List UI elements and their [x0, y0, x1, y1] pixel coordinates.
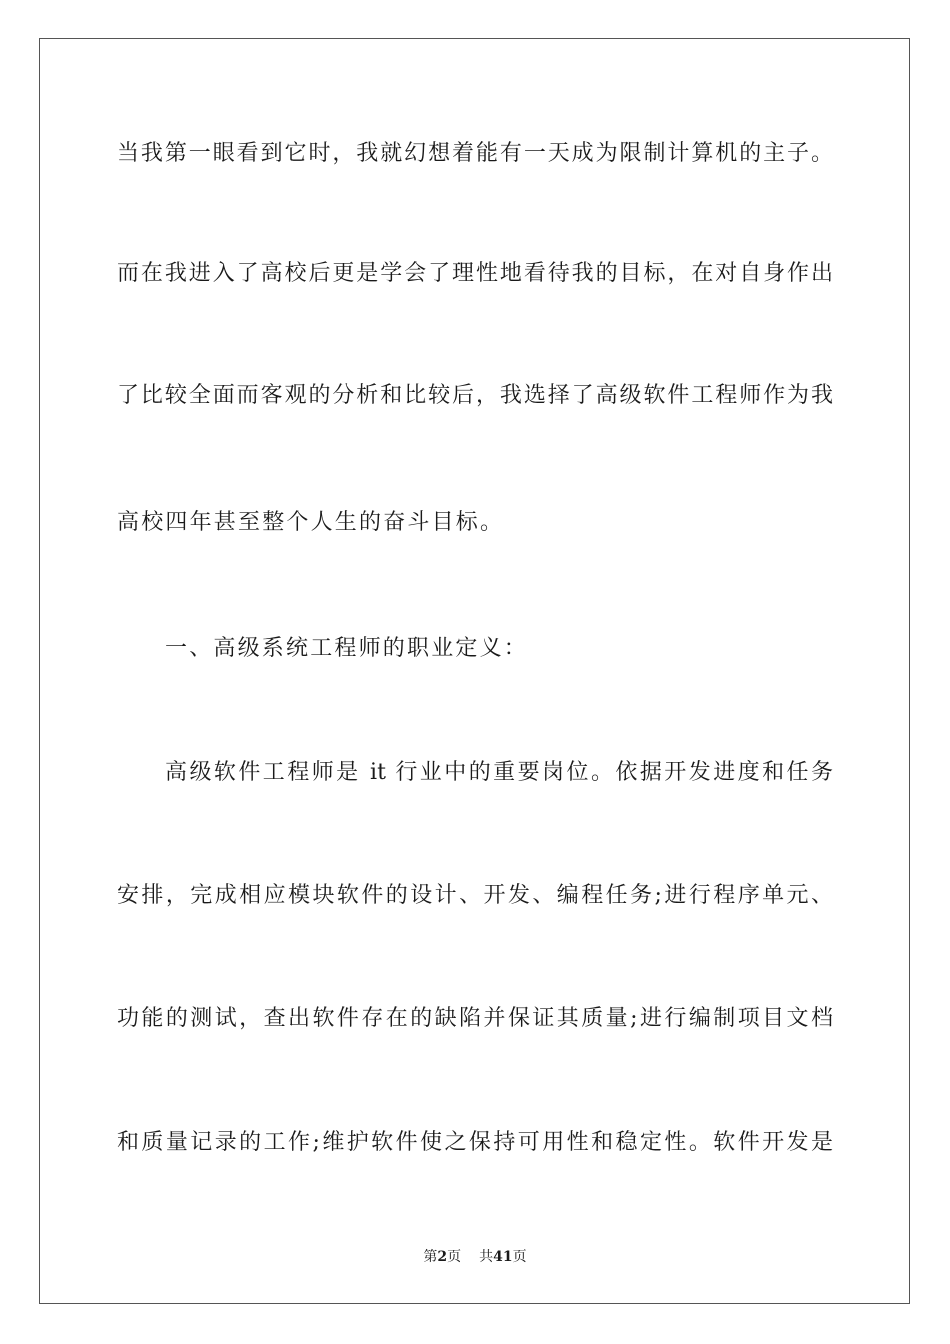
paragraph-line-6: 安排，完成相应模块软件的设计、开发、编程任务;进行程序单元、 — [117, 883, 833, 908]
paragraph-line-4: 高校四年甚至整个人生的奋斗目标。 — [117, 510, 505, 535]
page-border — [39, 38, 910, 1304]
paragraph-line-7: 功能的测试，查出软件存在的缺陷并保证其质量;进行编制项目文档 — [117, 1006, 833, 1031]
section-heading: 一、高级系统工程师的职业定义： — [165, 636, 529, 661]
paragraph-line-5: 高级软件工程师是 it 行业中的重要岗位。依据开发进度和任务 — [165, 760, 833, 785]
page-footer — [0, 1248, 950, 1266]
footer-total-suffix: 页 — [512, 1249, 527, 1265]
footer-total-number: 41 — [493, 1249, 513, 1265]
paragraph-line-1: 当我第一眼看到它时，我就幻想着能有一天成为限制计算机的主子。 — [117, 141, 833, 166]
paragraph-line-8: 和质量记录的工作;维护软件使之保持可用性和稳定性。软件开发是 — [117, 1130, 833, 1155]
footer-total-prefix: 共 — [479, 1249, 494, 1265]
footer-page-number: 2 — [437, 1249, 448, 1265]
footer-page-prefix: 第 — [423, 1249, 438, 1265]
footer-page-suffix: 页 — [447, 1249, 462, 1265]
paragraph-line-3: 了比较全面而客观的分析和比较后，我选择了高级软件工程师作为我 — [117, 383, 833, 408]
paragraph-line-2: 而在我进入了高校后更是学会了理性地看待我的目标，在对自身作出 — [117, 261, 833, 286]
